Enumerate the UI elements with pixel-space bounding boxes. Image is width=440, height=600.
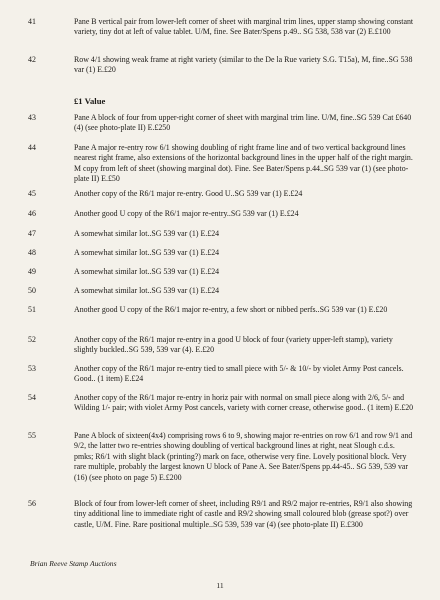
- lot-description: A somewhat similar lot..SG 539 var (1) E.£24: [74, 267, 220, 276]
- lot-number: 49: [28, 267, 36, 276]
- lot-number: 48: [28, 248, 36, 257]
- lot-description: A somewhat similar lot..SG 539 var (1) E.£24: [74, 229, 220, 238]
- lot-description: Pane A block of sixteen(4x4) comprising rows 6 to 9, showing major re-entries on row 6/1 and row 9/1 and 9/2, the latter two re-entries showing doubling of vertical background lines at right, neat Slough c.d.s. pmks; R6/1 with slight black (printing?) mark on face, otherwise very fine. Lovely positional block. Very rare multiple, probably the largest known U block of Pane A. See Bater/Spens pp.44-45.. SG 539, 539 var (16) (see photo on page 5) E.£200: [74, 431, 413, 482]
- lot-description: Another good U copy of the R6/1 major re-entry..SG 539 var (1) E.£24: [74, 209, 299, 218]
- lot-description: Another good U copy of the R6/1 major re-entry, a few short or nibbed perfs..SG 539 var (1) E.£20: [74, 305, 388, 314]
- lot-description: Block of four from lower-left corner of sheet, including R9/1 and R9/2 major re-entries, R9/1 also showing tiny additional line to immediate right of castle and R9/2 showing small coloured blob (grease spot?) over castle, U/M. Fine. Rare positional multiple..SG 539, 539 var (4) (see photo-plate II) E.£300: [74, 499, 413, 529]
- lot-number: 50: [28, 286, 36, 295]
- lot-description: Pane B vertical pair from lower-left corner of sheet with marginal trim lines, upper stamp showing constant variety, tiny dot at left of value tablet. U/M, fine. See Bater/Spens p.49.. SG 538, 538 var (2) E.£100: [74, 17, 414, 37]
- publisher-footer: Brian Reeve Stamp Auctions: [30, 559, 117, 568]
- lot-description: Pane A major re-entry row 6/1 showing doubling of right frame line and of two vertical background lines nearest right frame, also extensions of the horizontal background lines in the upper half of the right margin. M copy from left of sheet (showing marginal dot). Fine. See Bater/Spens p.44..SG 539 var (1) (see photo-plate II) E.£50: [74, 143, 413, 184]
- lot-description: A somewhat similar lot..SG 539 var (1) E.£24: [74, 248, 220, 257]
- section-heading: £1 Value: [74, 96, 106, 106]
- lot-description: Another copy of the R6/1 major re-entry tied to small piece with 5/- & 10/- by violet Army Post cancels. Good.. (1 item) E.£24: [74, 364, 404, 384]
- lot-description: Another copy of the R6/1 major re-entry. Good U..SG 539 var (1) E.£24: [74, 189, 303, 198]
- lot-description: A somewhat similar lot..SG 539 var (1) E.£24: [74, 286, 220, 295]
- lot-number: 46: [28, 209, 36, 218]
- lot-number: 55: [28, 431, 36, 440]
- lot-number: 47: [28, 229, 36, 238]
- lot-number: 53: [28, 364, 36, 373]
- lot-description: Another copy of the R6/1 major re-entry in a good U block of four (variety upper-left stamp), variety slightly buckled..SG 539, 539 var (4). E.£20: [74, 335, 393, 355]
- lot-number: 54: [28, 393, 36, 402]
- lot-description: Row 4/1 showing weak frame at right variety (similar to the De la Rue variety S.G. T15a), M, fine..SG 538 var (1) E.£20: [74, 55, 413, 75]
- lot-number: 41: [28, 17, 36, 26]
- lot-number: 42: [28, 55, 36, 64]
- lot-number: 52: [28, 335, 36, 344]
- lot-number: 45: [28, 189, 36, 198]
- lot-description: Another copy of the R6/1 major re-entry in horiz pair with normal on small piece along with 2/6, 5/- and Wilding 1/- pair; with violet Army Post cancels, variety with corner crease, otherwise good.. (1 item) E.£20: [74, 393, 414, 413]
- page-number: 11: [216, 581, 224, 590]
- lot-number: 44: [28, 143, 36, 152]
- lot-description: Pane A block of four from upper-right corner of sheet with marginal trim line. U/M, fine..SG 539 Cat £640 (4) (see photo-plate II) E.£250: [74, 113, 412, 133]
- lot-number: 43: [28, 113, 36, 122]
- lot-number: 51: [28, 305, 36, 314]
- lot-number: 56: [28, 499, 36, 508]
